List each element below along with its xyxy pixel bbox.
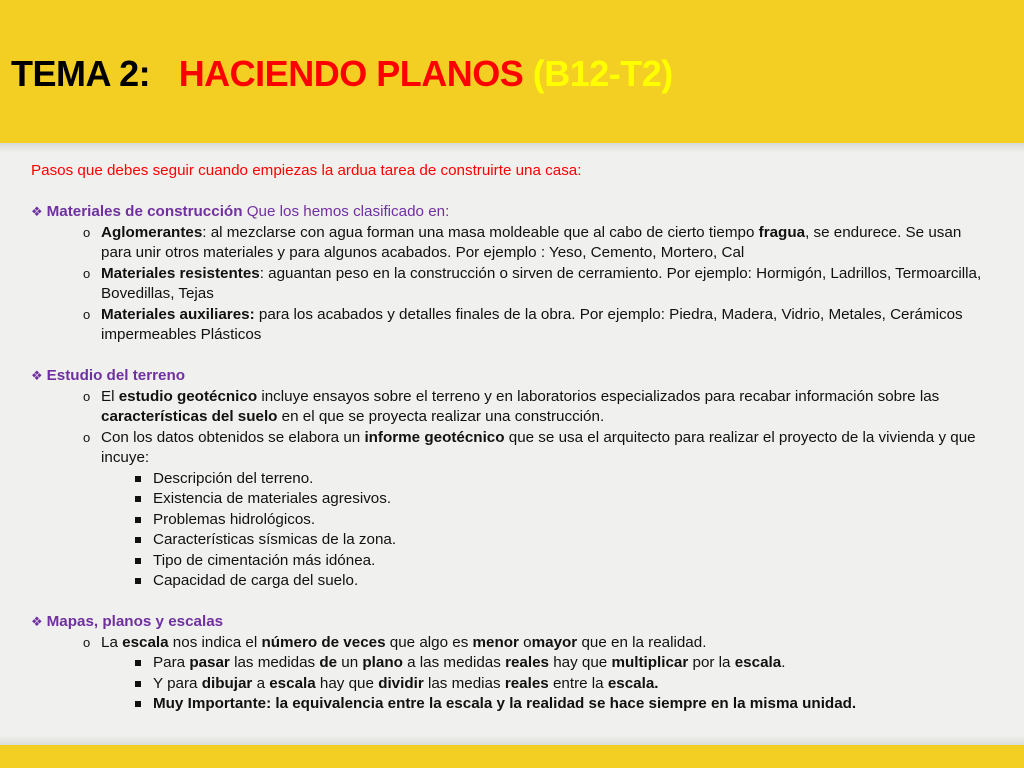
square-bullet-icon (135, 660, 141, 666)
intro-text: Pasos que debes seguir cuando empiezas la ardua tarea de construirte una casa: (31, 162, 582, 179)
square-bullet-icon (135, 558, 141, 564)
diamond-bullet-icon: ❖ (31, 368, 43, 383)
circle-bullet-icon: o (83, 429, 91, 445)
section-mapas-heading: ❖ Mapas, planos y escalas (31, 613, 224, 630)
list-item: Problemas hidrológicos. (153, 510, 991, 531)
footer-band (0, 745, 1024, 768)
circle-bullet-icon: o (83, 634, 91, 650)
square-bullet-icon (135, 476, 141, 482)
section-terreno-heading: ❖ Estudio del terreno (31, 367, 186, 384)
list-item: o Materiales resistentes: aguantan peso en la construcción o sirven de cerramiento. Por ejemplo: Hormigón, Ladrillos, Termoarcilla, Bovedillas, Tejas (83, 264, 982, 302)
terreno-list (31, 387, 991, 592)
list-item: o La escala nos indica el número de veces que algo es menor omayor que en la realidad. Para pasar las medidas de un plano a las medidas reales hay que multiplicar por la escala. Y para dibujar a escala hay que dividir las medias reales entre la escala. Muy Importante: la equivalencia entre la escala y la realidad se hace siempre en la misma unidad. (101, 633, 991, 715)
header-shadow (0, 143, 1024, 153)
title-main: HACIENDO PLANOS (178, 53, 524, 94)
square-bullet-icon (135, 496, 141, 502)
circle-bullet-icon: o (83, 388, 91, 404)
informe-list (101, 469, 991, 592)
square-bullet-icon (135, 701, 141, 707)
slide-content (31, 161, 991, 715)
list-item: Para pasar las medidas de un plano a las medidas reales hay que multiplicar por la escala. (153, 653, 991, 674)
square-bullet-icon (135, 681, 141, 687)
list-item: o Materiales auxiliares: para los acabados y detalles finales de la obra. Por ejemplo: Piedra, Madera, Vidrio, Metales, Cerámicos impermeables Plásticos (83, 305, 963, 343)
list-item: o Con los datos obtenidos se elabora un informe geotécnico que se usa el arquitecto para realizar el proyecto de la vivienda y que incuye: Descripción del terreno. Existencia de materiales agresivos. Problemas hidrológicos. Características sísmicas de la zona. Tipo de cimentación más idónea. Capacidad de carga del suelo. (101, 428, 991, 592)
list-item: o Aglomerantes: al mezclarse con agua forman una masa moldeable que al cabo de cierto tiempo fragua, se endurece. Se usan para unir otros materiales y para algunos acabados. Por ejemplo : Yeso, Cemento, Mortero, Cal (83, 223, 962, 261)
list-item: Descripción del terreno. (153, 469, 991, 490)
diamond-bullet-icon: ❖ (31, 204, 43, 219)
circle-bullet-icon: o (83, 306, 91, 322)
diamond-bullet-icon: ❖ (31, 614, 43, 629)
list-item: Tipo de cimentación más idónea. (153, 551, 991, 572)
escala-list (101, 653, 991, 715)
slide-title (11, 52, 673, 96)
footer-shadow (0, 735, 1024, 745)
list-item: Existencia de materiales agresivos. (153, 489, 991, 510)
list-item: Capacidad de carga del suelo. (153, 571, 991, 592)
square-bullet-icon (135, 578, 141, 584)
square-bullet-icon (135, 517, 141, 523)
title-code: (B12-T2) (532, 53, 673, 94)
circle-bullet-icon: o (83, 224, 91, 240)
list-item: Muy Importante: la equivalencia entre la escala y la realidad se hace siempre en la misma unidad. (153, 694, 991, 715)
circle-bullet-icon: o (83, 265, 91, 281)
square-bullet-icon (135, 537, 141, 543)
mapas-list (31, 633, 991, 715)
materiales-list (31, 223, 991, 346)
title-prefix: TEMA 2: (11, 53, 151, 94)
list-item: Características sísmicas de la zona. (153, 530, 991, 551)
list-item: o El estudio geotécnico incluye ensayos sobre el terreno y en laboratorios especializados para recabar información sobre las características del suelo en el que se proyecta realizar una construcción. (83, 387, 940, 425)
list-item: Y para dibujar a escala hay que dividir las medias reales entre la escala. (153, 674, 991, 695)
section-materiales-heading: ❖ Materiales de construcción Que los hemos clasificado en: (31, 203, 450, 220)
